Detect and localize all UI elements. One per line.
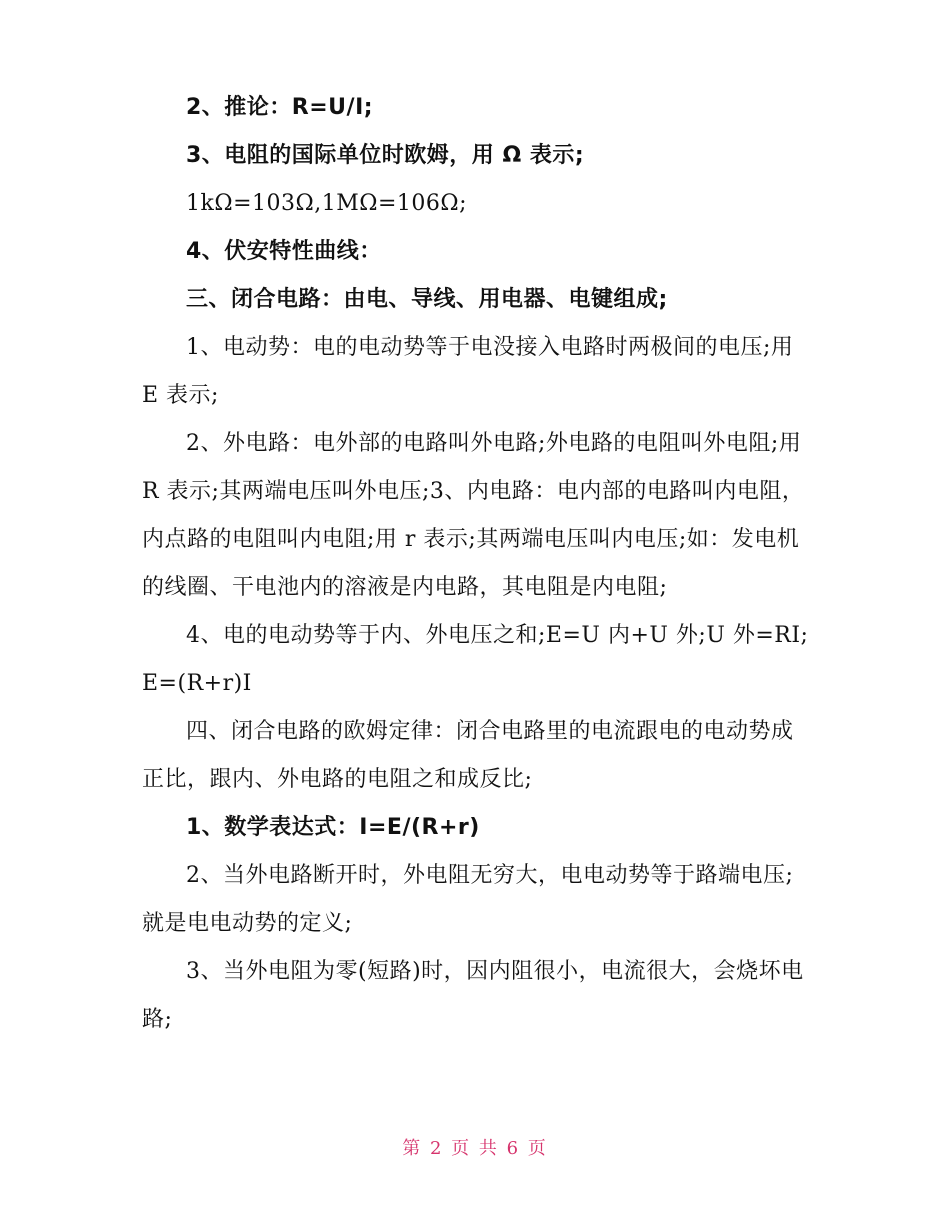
- paragraph: 2、外电路：电外部的电路叫外电路;外电路的电阻叫外电阻;用 R 表示;其两端电压叫外电压;3、内电路：电内部的电路叫内电阻，内点路的电阻叫内电阻;用 r 表示;其两端电压叫内电压;如：发电机的线圈、干电池内的溶液是内电路，其电阻是内电阻;: [142, 431, 805, 600]
- paragraph: 2、当外电路断开时，外电阻无穷大，电电动势等于路端电压;就是电电动势的定义;: [142, 863, 794, 936]
- paragraph: 3、当外电阻为零(短路)时，因内阻很小，电流很大，会烧坏电路;: [142, 959, 804, 1032]
- paragraph: 4、伏安特性曲线：: [186, 239, 382, 264]
- paragraph: 3、电阻的国际单位时欧姆，用 Ω 表示;: [186, 143, 585, 168]
- paragraph: 1、电动势：电的电动势等于电没接入电路时两极间的电压;用 E 表示;: [142, 335, 794, 408]
- page-footer: 第 2 页 共 6 页: [402, 1138, 548, 1159]
- section-heading: 四、闭合电路的欧姆定律：闭合电路里的电流跟电的电动势成正比，跟内、外电路的电阻之和成反比;: [142, 719, 794, 792]
- document-body: [142, 84, 812, 1044]
- paragraph: 1kΩ=103Ω,1MΩ=106Ω;: [186, 191, 468, 216]
- paragraph: 4、电的电动势等于内、外电压之和;E=U 内+U 外;U 外=RI;E=(R+r)I: [142, 623, 809, 696]
- section-heading: 三、闭合电路：由电、导线、用电器、电键组成;: [186, 287, 668, 312]
- paragraph: 2、推论：R=U/I;: [186, 95, 374, 120]
- paragraph: 1、数学表达式：I=E/(R+r): [186, 815, 480, 840]
